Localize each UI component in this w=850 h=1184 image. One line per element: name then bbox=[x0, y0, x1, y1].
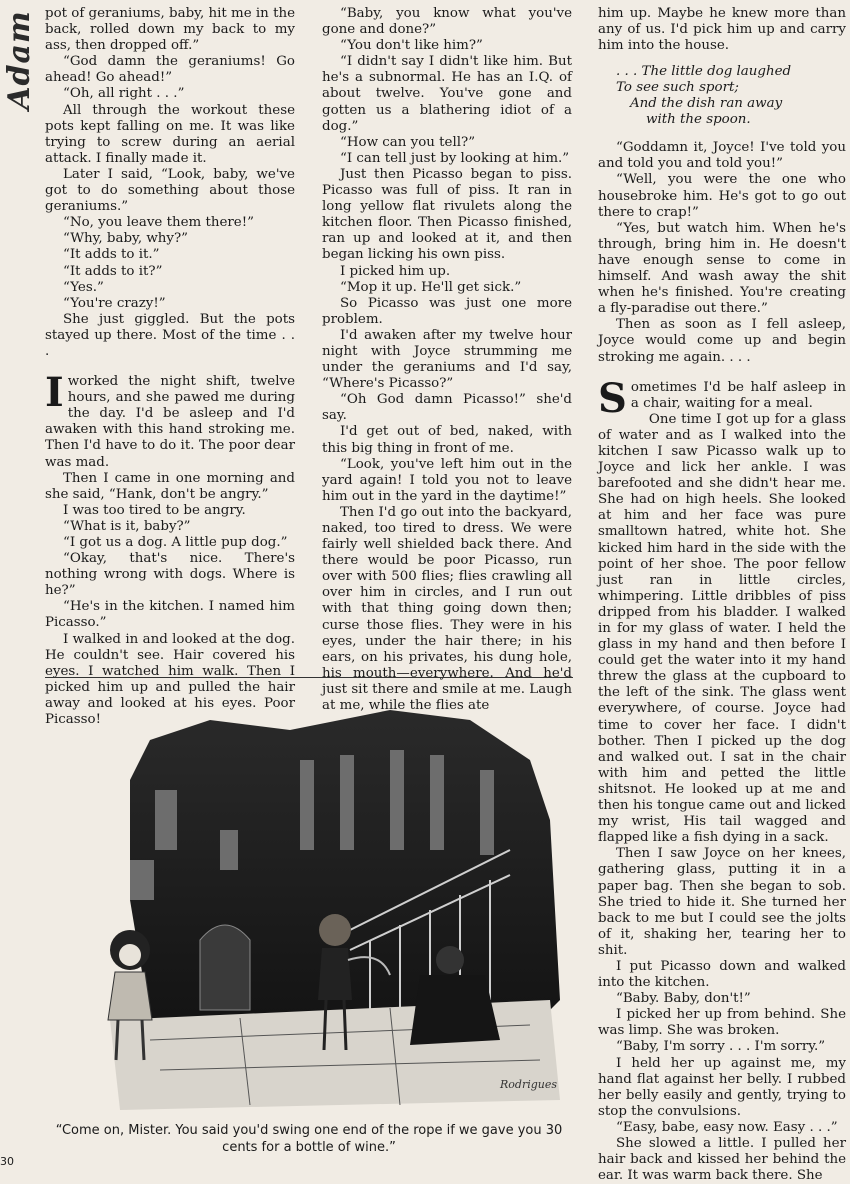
paragraph: “Easy, babe, easy now. Easy . . .” bbox=[616, 1119, 838, 1135]
paragraph: “It adds to it?” bbox=[63, 263, 163, 279]
paragraph: “Baby, I'm sorry . . . I'm sorry.” bbox=[616, 1039, 826, 1055]
text-column-1 bbox=[45, 6, 295, 728]
paragraph: Just then Picasso began to piss. Picasso was full of piss. It ran in long yellow flat rivulets along the kitchen floor. Then Picasso finished, ran up and looked at it, and then began licking his own piss. bbox=[322, 166, 572, 263]
cartoon-caption: “Come on, Mister. You said you'd swing one end of the rope if we gave you 30 cents for a bottle of wine.” bbox=[55, 1123, 563, 1155]
paragraph: She just giggled. But the pots stayed up there. Most of the time . . . bbox=[45, 311, 295, 359]
paragraph: “God damn the geraniums! Go ahead! Go ahead!” bbox=[45, 54, 295, 86]
paragraph: “You don't like him?” bbox=[340, 38, 483, 54]
paragraph: “Yes.” bbox=[63, 279, 104, 295]
paragraph: “It adds to it.” bbox=[63, 247, 160, 263]
paragraph: I picked her up from behind. She was limp. She was broken. bbox=[598, 1007, 846, 1039]
paragraph: So Picasso was just one more problem. bbox=[322, 295, 572, 327]
paragraph: I was too tired to be angry. bbox=[63, 502, 246, 518]
paragraph: “Oh God damn Picasso!” she'd say. bbox=[322, 392, 572, 424]
paragraph: “Goddamn it, Joyce! I've told you and told you and told you!” bbox=[598, 140, 846, 172]
poem-line: with the spoon. bbox=[646, 112, 751, 128]
paragraph: “How can you tell?” bbox=[340, 134, 476, 150]
paragraph: “He's in the kitchen. I named him Picasso.” bbox=[45, 599, 295, 631]
paragraph-dropcap: Iworked the night shift, twelve hours, and she pawed me during the day. I'd be asleep and I'd awaken with this hand stroking me. Then I'd have to do it. The poor dear was mad. bbox=[45, 369, 295, 470]
paragraph: Then I came in one morning and she said, “Hank, don't be angry.” bbox=[45, 470, 295, 502]
paragraph: him up. Maybe he knew more than any of us. I'd pick him up and carry him into the house. bbox=[598, 6, 846, 54]
paragraph: “Look, you've left him out in the yard again! I told you not to leave him out in the yard in the daytime!” bbox=[322, 456, 572, 504]
masthead-title: Adam bbox=[2, 10, 37, 110]
doorway bbox=[200, 925, 250, 1010]
paragraph: Then I'd go out into the backyard, naked, too tired to dress. We were fairly well shielded back there. And there would be poor Picasso, run over with 500 flies; flies crawling all over him in circles, and I run out with that thing going down then; curse those flies. They were in his eyes, under the hair there; in his ears, on his privates, his dung hole, his mouth—everywhere. And he'd just sit there and smile at me. Laugh at me, while the flies ate bbox=[322, 504, 572, 714]
artist-signature: Rodrigues bbox=[500, 1078, 558, 1091]
divider-rule bbox=[45, 677, 573, 678]
paragraph: All through the workout these pots kept falling on me. It was like trying to screw during an aerial attack. I finally made it. bbox=[45, 102, 295, 166]
nursery-rhyme-quote bbox=[616, 64, 846, 128]
poem-line: To see such sport; bbox=[616, 80, 739, 96]
paragraph: “Yes, but watch him. When he's through, bring him in. He doesn't have enough sense to come in himself. And wash away the shit when he's finished. You're creating a fly-paradise out there.” bbox=[598, 220, 846, 317]
paragraph: Later I said, “Look, baby, we've got to do something about those geraniums.” bbox=[45, 166, 295, 215]
paragraph: “Oh, all right . . .” bbox=[63, 86, 185, 102]
paragraph: “I didn't say I didn't like him. But he's a subnormal. He has an I.Q. of about twelve. You've gone and gotten us a blathering idiot of a dog.” bbox=[322, 54, 572, 134]
paragraph: Then as soon as I fell asleep, Joyce would come up and begin stroking me again. . . . bbox=[598, 317, 846, 365]
paragraph: “Why, baby, why?” bbox=[63, 231, 189, 247]
paragraph: One time I got up for a glass of water and as I walked into the kitchen I saw Picasso walk up to Joyce and lick her ankle. I was barefooted and she didn't hear me. She had on high heels. She looked at him and her face was pure smalltown hatred, white hot. She kicked him hard in the side with the point of her shoe. The poor fellow just ran in little circles, whimpering. Little dribbles of piss dripped from his bladder. I walked in for my glass of water. I held the glass in my hand and then before I could get the water into it my hand threw the glass at the cupboard to the left of the sink. The glass went everywhere, of course. Joyce had time to cover her face. I didn't bother. Then I picked up the dog and walked out. I sat in the chair with him and petted the little shitsnot. He looked up at me and then his tongue came out and licked my wrist, His tail wagged and flapped like a fish dying in a sack. bbox=[598, 411, 846, 846]
paragraph: “Okay, that's nice. There's nothing wrong with dogs. Where is he?” bbox=[45, 551, 295, 599]
cartoon-illustration bbox=[90, 700, 570, 1115]
paragraph: “What is it, baby?” bbox=[63, 518, 191, 534]
paragraph: I put Picasso down and walked into the kitchen. bbox=[598, 958, 846, 991]
paragraph: “Well, you were the one who housebroke him. He's got to go out there to crap!” bbox=[598, 172, 846, 220]
paragraph-dropcap: Sometimes I'd be half asleep in a chair, waiting for a meal. bbox=[598, 374, 846, 422]
paragraph: I held her up against me, my hand flat against her belly. I rubbed her belly easily and gently, trying to stop the convulsions. bbox=[598, 1055, 846, 1119]
paragraph: She slowed a little. I pulled her hair back and kissed her behind the ear. It was warm back there. She bbox=[598, 1136, 846, 1184]
paragraph: “You're crazy!” bbox=[63, 295, 166, 311]
page-number: 30 bbox=[0, 1155, 14, 1168]
paragraph: “Mop it up. He'll get sick.” bbox=[340, 279, 522, 295]
text-column-2 bbox=[322, 6, 572, 714]
poem-line: . . . The little dog laughed bbox=[616, 64, 792, 80]
paragraph: “No, you leave them there!” bbox=[63, 215, 254, 231]
drop-cap: S bbox=[598, 374, 627, 422]
paragraph: “Baby. Baby, don't!” bbox=[616, 991, 751, 1007]
drop-cap: I bbox=[45, 369, 64, 417]
paragraph: I picked him up. bbox=[340, 263, 451, 279]
paragraph: “I can tell just by looking at him.” bbox=[340, 150, 570, 166]
masthead bbox=[2, 6, 36, 116]
paragraph: “I got us a dog. A little pup dog.” bbox=[63, 535, 288, 550]
paragraph: Then I saw Joyce on her knees, gathering glass, putting it in a paper bag. Then she began to sob. She tried to hide it. She turned her back to me but I could see the jolts of it, shaking her, tearing her to shit. bbox=[598, 846, 846, 958]
paragraph: “Baby, you know what you've gone and done?” bbox=[322, 6, 572, 38]
text-column-3 bbox=[598, 6, 846, 1184]
paragraph: I walked in and looked at the dog. He couldn't see. Hair covered his eyes. I watched him walk. Then I picked him up and pulled the hair away and looked at his eyes. Poor Picasso! bbox=[45, 631, 295, 728]
poem-line: And the dish ran away bbox=[630, 96, 783, 112]
paragraph: pot of geraniums, baby, hit me in the back, rolled down my back to my ass, then dropped off.” bbox=[45, 6, 295, 54]
paragraph: I'd awaken after my twelve hour night with Joyce strumming me under the geraniums and I'd say, “Where's Picasso?” bbox=[322, 327, 572, 392]
paragraph: I'd get out of bed, naked, with this big thing in front of me. bbox=[322, 424, 572, 456]
